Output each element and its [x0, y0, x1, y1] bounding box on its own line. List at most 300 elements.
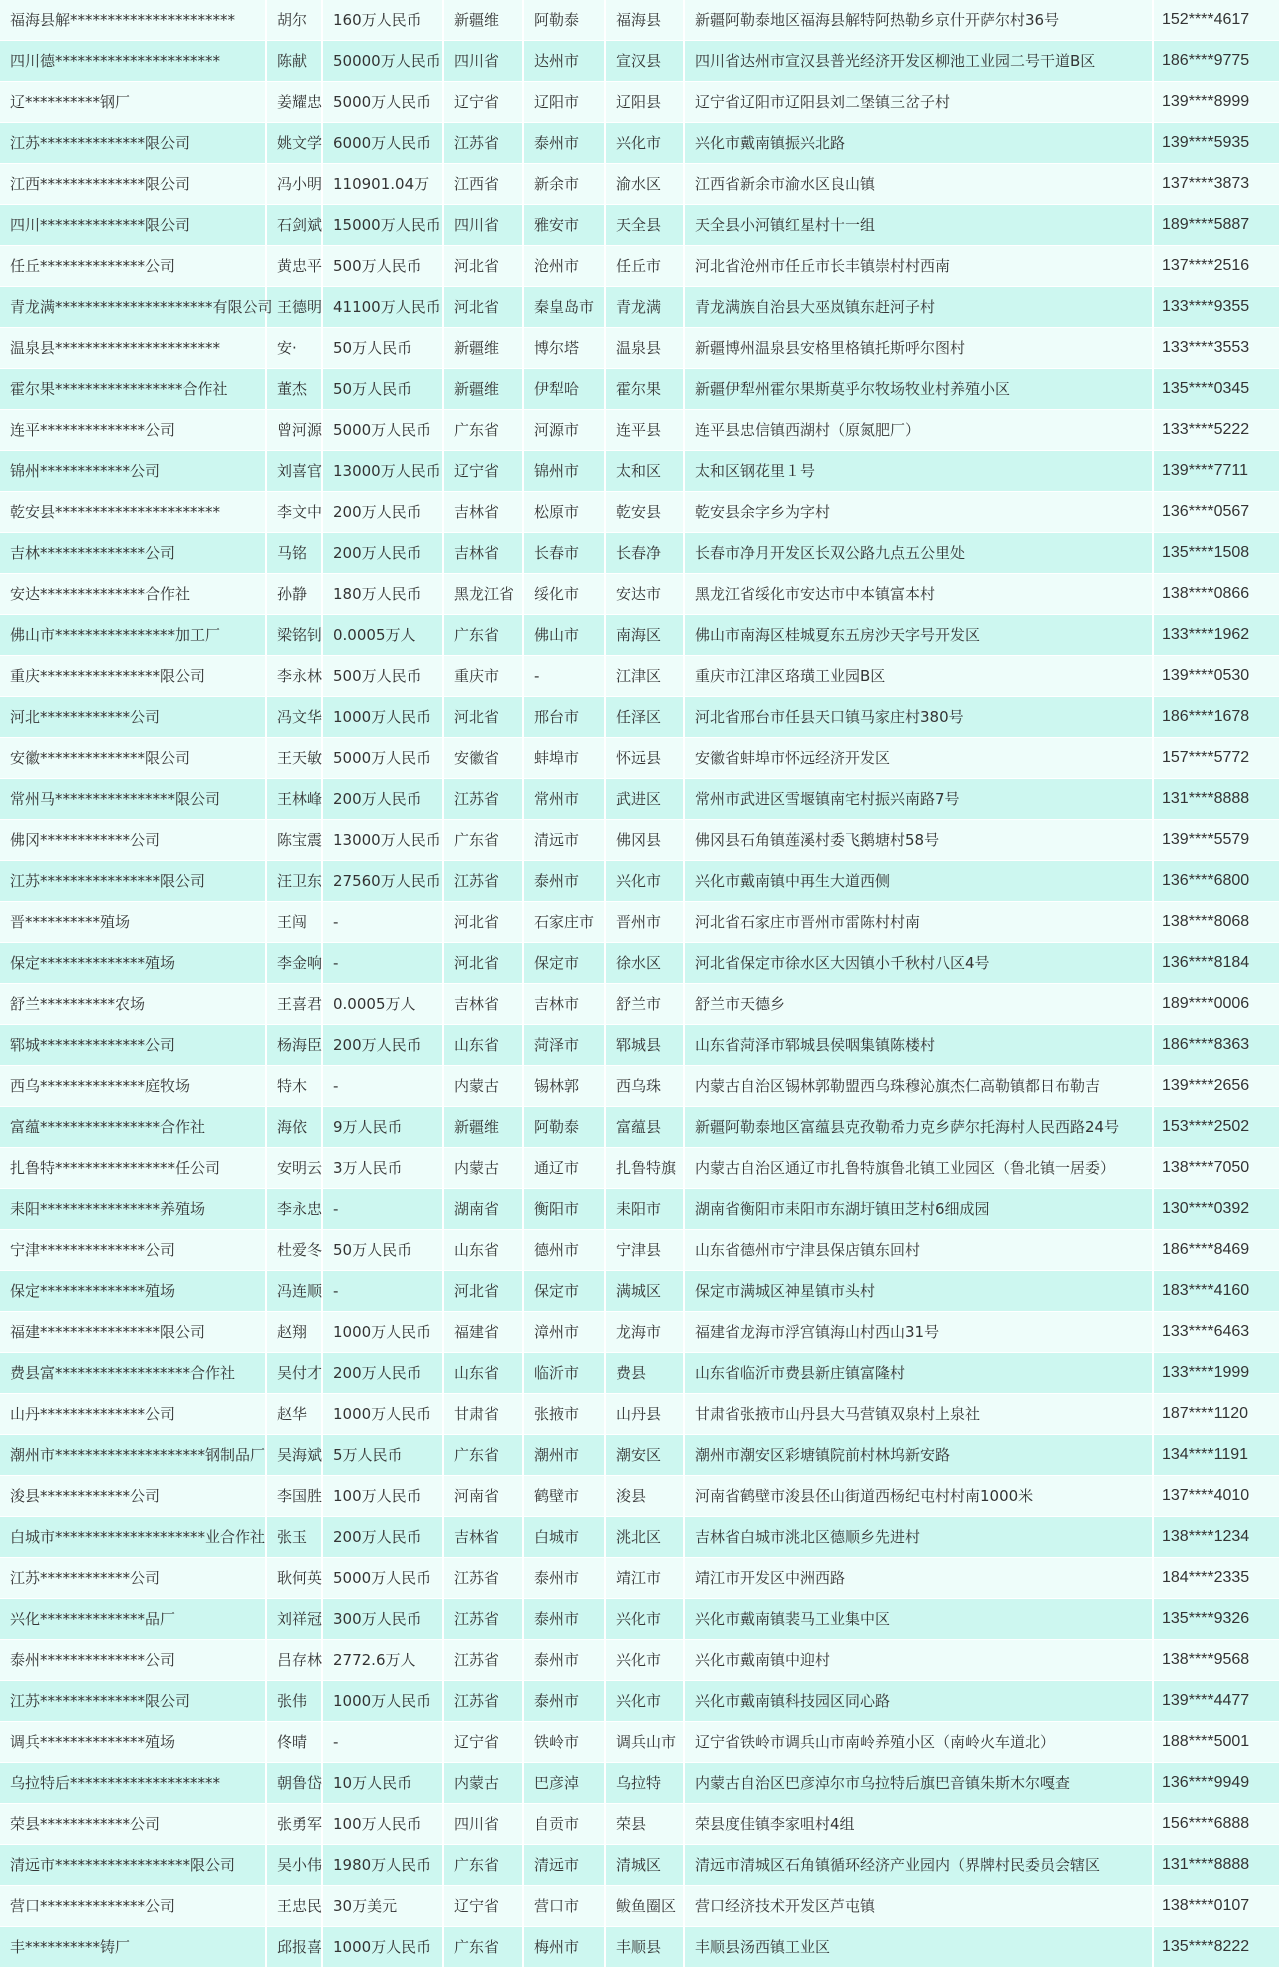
table-row — [0, 1189, 1280, 1230]
legal-person-cell: 胡尔 — [266, 0, 322, 41]
address-cell: 河北省石家庄市晋州市雷陈村村南 — [684, 902, 1153, 943]
province-cell: 河北省 — [443, 902, 523, 943]
registered-capital-cell: 6000万人民币 — [322, 123, 443, 164]
address-cell: 佛冈县石角镇莲溪村委飞鹅塘村58号 — [684, 820, 1153, 861]
company-name-cell: 江苏**************限公司 — [0, 123, 266, 164]
address-cell: 新疆博州温泉县安格里格镇托斯呼尔图村 — [684, 328, 1153, 369]
phone-cell: 188****5001 — [1153, 1722, 1280, 1763]
phone-cell: 187****1120 — [1153, 1394, 1280, 1435]
address-cell: 兴化市戴南镇科技园区同心路 — [684, 1681, 1153, 1722]
table-row — [0, 205, 1280, 246]
province-cell: 广东省 — [443, 1927, 523, 1968]
company-name-cell: 乾安县********************** — [0, 492, 266, 533]
address-cell: 辽宁省铁岭市调兵山市南岭养殖小区（南岭火车道北） — [684, 1722, 1153, 1763]
address-cell: 潮州市潮安区彩塘镇院前村林坞新安路 — [684, 1435, 1153, 1476]
county-cell: 任泽区 — [605, 697, 684, 738]
company-name-cell: 调兵**************殖场 — [0, 1722, 266, 1763]
company-name-cell: 江苏**************限公司 — [0, 1681, 266, 1722]
phone-cell: 186****8469 — [1153, 1230, 1280, 1271]
registered-capital-cell: - — [322, 1722, 443, 1763]
legal-person-cell: 吴海斌 — [266, 1435, 322, 1476]
address-cell: 兴化市戴南镇中迎村 — [684, 1640, 1153, 1681]
registered-capital-cell: 200万人民币 — [322, 1025, 443, 1066]
company-name-cell: 温泉县********************** — [0, 328, 266, 369]
city-cell: 河源市 — [523, 410, 605, 451]
phone-cell: 133****1962 — [1153, 615, 1280, 656]
registered-capital-cell: 13000万人民币 — [322, 820, 443, 861]
legal-person-cell: 赵华 — [266, 1394, 322, 1435]
registered-capital-cell: 1000万人民币 — [322, 1312, 443, 1353]
address-cell: 湖南省衡阳市耒阳市东湖圩镇田芝村6细成园 — [684, 1189, 1153, 1230]
phone-cell: 137****3873 — [1153, 164, 1280, 205]
county-cell: 兴化市 — [605, 123, 684, 164]
address-cell: 兴化市戴南镇裴马工业集中区 — [684, 1599, 1153, 1640]
phone-cell: 186****8363 — [1153, 1025, 1280, 1066]
county-cell: 舒兰市 — [605, 984, 684, 1025]
registered-capital-cell: 180万人民币 — [322, 574, 443, 615]
company-name-cell: 吉林**************公司 — [0, 533, 266, 574]
province-cell: 河南省 — [443, 1476, 523, 1517]
phone-cell: 134****1191 — [1153, 1435, 1280, 1476]
province-cell: 广东省 — [443, 820, 523, 861]
county-cell: 鲅鱼圈区 — [605, 1886, 684, 1927]
address-cell: 荣县度佳镇李家咀村4组 — [684, 1804, 1153, 1845]
company-name-cell: 白城市********************业合作社 — [0, 1517, 266, 1558]
phone-cell: 157****5772 — [1153, 738, 1280, 779]
legal-person-cell: 姜耀忠 — [266, 82, 322, 123]
address-cell: 内蒙古自治区锡林郭勒盟西乌珠穆沁旗杰仁高勒镇都日布勒吉 — [684, 1066, 1153, 1107]
address-cell: 江西省新余市渝水区良山镇 — [684, 164, 1153, 205]
city-cell: 清远市 — [523, 820, 605, 861]
legal-person-cell: 佟晴 — [266, 1722, 322, 1763]
city-cell: 白城市 — [523, 1517, 605, 1558]
table-row — [0, 656, 1280, 697]
legal-person-cell: 张玉 — [266, 1517, 322, 1558]
phone-cell: 156****6888 — [1153, 1804, 1280, 1845]
city-cell: 自贡市 — [523, 1804, 605, 1845]
county-cell: 渝水区 — [605, 164, 684, 205]
county-cell: 洮北区 — [605, 1517, 684, 1558]
legal-person-cell: 李金响 — [266, 943, 322, 984]
address-cell: 山东省菏泽市郓城县侯咽集镇陈楼村 — [684, 1025, 1153, 1066]
company-name-cell: 霍尔果*****************合作社 — [0, 369, 266, 410]
city-cell: 沧州市 — [523, 246, 605, 287]
county-cell: 靖江市 — [605, 1558, 684, 1599]
province-cell: 新疆维 — [443, 369, 523, 410]
province-cell: 江苏省 — [443, 123, 523, 164]
city-cell: 保定市 — [523, 1271, 605, 1312]
phone-cell: 133****5222 — [1153, 410, 1280, 451]
county-cell: 佛冈县 — [605, 820, 684, 861]
city-cell: 通辽市 — [523, 1148, 605, 1189]
company-name-cell: 安徽**************限公司 — [0, 738, 266, 779]
address-cell: 兴化市戴南镇振兴北路 — [684, 123, 1153, 164]
city-cell: 松原市 — [523, 492, 605, 533]
city-cell: 衡阳市 — [523, 1189, 605, 1230]
city-cell: 新余市 — [523, 164, 605, 205]
table-row — [0, 1558, 1280, 1599]
phone-cell: 133****1999 — [1153, 1353, 1280, 1394]
province-cell: 甘肃省 — [443, 1394, 523, 1435]
phone-cell: 183****4160 — [1153, 1271, 1280, 1312]
company-name-cell: 任丘**************公司 — [0, 246, 266, 287]
province-cell: 黑龙江省 — [443, 574, 523, 615]
province-cell: 湖南省 — [443, 1189, 523, 1230]
address-cell: 河北省沧州市任丘市长丰镇崇村村西南 — [684, 246, 1153, 287]
legal-person-cell: 刘喜官 — [266, 451, 322, 492]
city-cell: 邢台市 — [523, 697, 605, 738]
company-name-cell: 舒兰**********农场 — [0, 984, 266, 1025]
registered-capital-cell: 50万人民币 — [322, 369, 443, 410]
company-name-cell: 江苏************公司 — [0, 1558, 266, 1599]
province-cell: 江苏省 — [443, 1640, 523, 1681]
legal-person-cell: 冯小明 — [266, 164, 322, 205]
address-cell: 新疆阿勒泰地区福海县解特阿热勒乡京什开萨尔村36号 — [684, 0, 1153, 41]
table-row — [0, 1845, 1280, 1886]
registered-capital-cell: 160万人民币 — [322, 0, 443, 41]
county-cell: 乌拉特 — [605, 1763, 684, 1804]
county-cell: 辽阳县 — [605, 82, 684, 123]
phone-cell: 136****6800 — [1153, 861, 1280, 902]
city-cell: 泰州市 — [523, 1640, 605, 1681]
address-cell: 黑龙江省绥化市安达市中本镇富本村 — [684, 574, 1153, 615]
legal-person-cell: 安· — [266, 328, 322, 369]
company-name-cell: 宁津**************公司 — [0, 1230, 266, 1271]
phone-cell: 135****0345 — [1153, 369, 1280, 410]
table-row — [0, 574, 1280, 615]
legal-person-cell: 吴小伟 — [266, 1845, 322, 1886]
legal-person-cell: 陈献 — [266, 41, 322, 82]
legal-person-cell: 王林峰 — [266, 779, 322, 820]
table-row — [0, 820, 1280, 861]
city-cell: 雅安市 — [523, 205, 605, 246]
table-row — [0, 246, 1280, 287]
province-cell: 山东省 — [443, 1230, 523, 1271]
address-cell: 河南省鹤壁市浚县伾山街道西杨纪屯村村南1000米 — [684, 1476, 1153, 1517]
registered-capital-cell: 0.0005万人 — [322, 984, 443, 1025]
city-cell: 伊犁哈 — [523, 369, 605, 410]
county-cell: 霍尔果 — [605, 369, 684, 410]
registered-capital-cell: 500万人民币 — [322, 656, 443, 697]
table-row — [0, 287, 1280, 328]
legal-person-cell: 杨海臣 — [266, 1025, 322, 1066]
company-name-cell: 江苏****************限公司 — [0, 861, 266, 902]
registered-capital-cell: 200万人民币 — [322, 1353, 443, 1394]
table-row — [0, 1353, 1280, 1394]
address-cell: 兴化市戴南镇中再生大道西侧 — [684, 861, 1153, 902]
province-cell: 重庆市 — [443, 656, 523, 697]
province-cell: 广东省 — [443, 1845, 523, 1886]
table-row — [0, 1640, 1280, 1681]
registered-capital-cell: 1000万人民币 — [322, 697, 443, 738]
table-row — [0, 1886, 1280, 1927]
city-cell: 达州市 — [523, 41, 605, 82]
legal-person-cell: 梁铭钊 — [266, 615, 322, 656]
phone-cell: 186****1678 — [1153, 697, 1280, 738]
company-name-cell: 富蕴****************合作社 — [0, 1107, 266, 1148]
phone-cell: 133****9355 — [1153, 287, 1280, 328]
city-cell: 临沂市 — [523, 1353, 605, 1394]
table-row — [0, 902, 1280, 943]
phone-cell: 189****0006 — [1153, 984, 1280, 1025]
legal-person-cell: 王德明 — [266, 287, 322, 328]
registered-capital-cell: 110901.04万 — [322, 164, 443, 205]
county-cell: 山丹县 — [605, 1394, 684, 1435]
address-cell: 营口经济技术开发区芦屯镇 — [684, 1886, 1153, 1927]
table-row — [0, 1927, 1280, 1968]
city-cell: 绥化市 — [523, 574, 605, 615]
registered-capital-cell: 30万美元 — [322, 1886, 443, 1927]
company-name-cell: 山丹**************公司 — [0, 1394, 266, 1435]
county-cell: 乾安县 — [605, 492, 684, 533]
phone-cell: 186****9775 — [1153, 41, 1280, 82]
address-cell: 常州市武进区雪堰镇南宅村振兴南路7号 — [684, 779, 1153, 820]
registered-capital-cell: 1980万人民币 — [322, 1845, 443, 1886]
county-cell: 满城区 — [605, 1271, 684, 1312]
address-cell: 吉林省白城市洮北区德顺乡先进村 — [684, 1517, 1153, 1558]
registered-capital-cell: 50000万人民币 — [322, 41, 443, 82]
address-cell: 内蒙古自治区巴彦淖尔市乌拉特后旗巴音镇朱斯木尔嘎查 — [684, 1763, 1153, 1804]
legal-person-cell: 陈宝震 — [266, 820, 322, 861]
city-cell: 长春市 — [523, 533, 605, 574]
city-cell: - — [523, 656, 605, 697]
company-name-cell: 浚县************公司 — [0, 1476, 266, 1517]
province-cell: 江西省 — [443, 164, 523, 205]
province-cell: 山东省 — [443, 1353, 523, 1394]
address-cell: 太和区钢花里１号 — [684, 451, 1153, 492]
phone-cell: 136****0567 — [1153, 492, 1280, 533]
table-row — [0, 779, 1280, 820]
province-cell: 安徽省 — [443, 738, 523, 779]
company-name-cell: 泰州**************公司 — [0, 1640, 266, 1681]
table-row — [0, 1066, 1280, 1107]
phone-cell: 138****8068 — [1153, 902, 1280, 943]
province-cell: 吉林省 — [443, 492, 523, 533]
address-cell: 清远市清城区石角镇循环经济产业园内（界牌村民委员会辖区 — [684, 1845, 1153, 1886]
legal-person-cell: 特木 — [266, 1066, 322, 1107]
city-cell: 泰州市 — [523, 1599, 605, 1640]
city-cell: 锡林郭 — [523, 1066, 605, 1107]
county-cell: 宁津县 — [605, 1230, 684, 1271]
phone-cell: 136****9949 — [1153, 1763, 1280, 1804]
city-cell: 石家庄市 — [523, 902, 605, 943]
company-name-cell: 乌拉特后******************** — [0, 1763, 266, 1804]
address-cell: 辽宁省辽阳市辽阳县刘二堡镇三岔子村 — [684, 82, 1153, 123]
company-name-cell: 青龙满*********************有限公司 — [0, 287, 266, 328]
phone-cell: 137****4010 — [1153, 1476, 1280, 1517]
address-cell: 天全县小河镇红星村十一组 — [684, 205, 1153, 246]
table-row — [0, 1476, 1280, 1517]
legal-person-cell: 姚文学 — [266, 123, 322, 164]
table-row — [0, 697, 1280, 738]
city-cell: 巴彦淖 — [523, 1763, 605, 1804]
table-row — [0, 738, 1280, 779]
legal-person-cell: 董杰 — [266, 369, 322, 410]
phone-cell: 139****2656 — [1153, 1066, 1280, 1107]
legal-person-cell: 孙静 — [266, 574, 322, 615]
table-row — [0, 410, 1280, 451]
legal-person-cell: 王忠民 — [266, 1886, 322, 1927]
city-cell: 泰州市 — [523, 1558, 605, 1599]
registered-capital-cell: 27560万人民币 — [322, 861, 443, 902]
province-cell: 江苏省 — [443, 861, 523, 902]
legal-person-cell: 朝鲁岱 — [266, 1763, 322, 1804]
city-cell: 保定市 — [523, 943, 605, 984]
county-cell: 徐水区 — [605, 943, 684, 984]
province-cell: 河北省 — [443, 246, 523, 287]
registered-capital-cell: 0.0005万人 — [322, 615, 443, 656]
county-cell: 丰顺县 — [605, 1927, 684, 1968]
county-cell: 浚县 — [605, 1476, 684, 1517]
legal-person-cell: 冯连顺 — [266, 1271, 322, 1312]
address-cell: 青龙满族自治县大巫岚镇东赶河子村 — [684, 287, 1153, 328]
city-cell: 博尔塔 — [523, 328, 605, 369]
phone-cell: 130****0392 — [1153, 1189, 1280, 1230]
registered-capital-cell: 200万人民币 — [322, 779, 443, 820]
phone-cell: 139****5579 — [1153, 820, 1280, 861]
table-row — [0, 82, 1280, 123]
city-cell: 吉林市 — [523, 984, 605, 1025]
county-cell: 潮安区 — [605, 1435, 684, 1476]
registered-capital-cell: - — [322, 943, 443, 984]
registered-capital-cell: 200万人民币 — [322, 1517, 443, 1558]
company-name-cell: 耒阳****************养殖场 — [0, 1189, 266, 1230]
county-cell: 天全县 — [605, 205, 684, 246]
address-cell: 乾安县余字乡为字村 — [684, 492, 1153, 533]
county-cell: 兴化市 — [605, 1681, 684, 1722]
address-cell: 舒兰市天德乡 — [684, 984, 1153, 1025]
province-cell: 吉林省 — [443, 984, 523, 1025]
province-cell: 吉林省 — [443, 533, 523, 574]
address-cell: 保定市满城区神星镇市头村 — [684, 1271, 1153, 1312]
phone-cell: 138****0107 — [1153, 1886, 1280, 1927]
province-cell: 四川省 — [443, 41, 523, 82]
city-cell: 梅州市 — [523, 1927, 605, 1968]
city-cell: 德州市 — [523, 1230, 605, 1271]
table-row — [0, 1025, 1280, 1066]
address-cell: 长春市净月开发区长双公路九点五公里处 — [684, 533, 1153, 574]
phone-cell: 153****2502 — [1153, 1107, 1280, 1148]
company-name-cell: 佛山市****************加工厂 — [0, 615, 266, 656]
legal-person-cell: 王喜君 — [266, 984, 322, 1025]
province-cell: 内蒙古 — [443, 1066, 523, 1107]
company-name-cell: 四川**************限公司 — [0, 205, 266, 246]
legal-person-cell: 石剑斌 — [266, 205, 322, 246]
company-name-cell: 锦州************公司 — [0, 451, 266, 492]
registered-capital-cell: 200万人民币 — [322, 492, 443, 533]
address-cell: 河北省邢台市任县天口镇马家庄村380号 — [684, 697, 1153, 738]
city-cell: 菏泽市 — [523, 1025, 605, 1066]
county-cell: 郓城县 — [605, 1025, 684, 1066]
province-cell: 山东省 — [443, 1025, 523, 1066]
table-row — [0, 861, 1280, 902]
table-row — [0, 0, 1280, 41]
county-cell: 任丘市 — [605, 246, 684, 287]
county-cell: 费县 — [605, 1353, 684, 1394]
company-name-cell: 江西**************限公司 — [0, 164, 266, 205]
company-name-cell: 重庆****************限公司 — [0, 656, 266, 697]
province-cell: 河北省 — [443, 697, 523, 738]
phone-cell: 131****8888 — [1153, 1845, 1280, 1886]
phone-cell: 138****7050 — [1153, 1148, 1280, 1189]
address-cell: 重庆市江津区珞璜工业园B区 — [684, 656, 1153, 697]
county-cell: 宣汉县 — [605, 41, 684, 82]
registered-capital-cell: 13000万人民币 — [322, 451, 443, 492]
legal-person-cell: 李永忠 — [266, 1189, 322, 1230]
legal-person-cell: 李文中 — [266, 492, 322, 533]
table-row — [0, 1230, 1280, 1271]
city-cell: 泰州市 — [523, 123, 605, 164]
province-cell: 辽宁省 — [443, 1886, 523, 1927]
province-cell: 江苏省 — [443, 1681, 523, 1722]
province-cell: 广东省 — [443, 1435, 523, 1476]
city-cell: 漳州市 — [523, 1312, 605, 1353]
table-row — [0, 533, 1280, 574]
table-row — [0, 1517, 1280, 1558]
county-cell: 西乌珠 — [605, 1066, 684, 1107]
county-cell: 怀远县 — [605, 738, 684, 779]
table-row — [0, 1435, 1280, 1476]
address-cell: 连平县忠信镇西湖村（原氮肥厂） — [684, 410, 1153, 451]
table-row — [0, 164, 1280, 205]
county-cell: 兴化市 — [605, 861, 684, 902]
phone-cell: 184****2335 — [1153, 1558, 1280, 1599]
province-cell: 江苏省 — [443, 1558, 523, 1599]
table-row — [0, 1681, 1280, 1722]
company-name-cell: 晋**********殖场 — [0, 902, 266, 943]
address-cell: 新疆阿勒泰地区富蕴县克孜勒希力克乡萨尔托海村人民西路24号 — [684, 1107, 1153, 1148]
address-cell: 山东省临沂市费县新庄镇富隆村 — [684, 1353, 1153, 1394]
phone-cell: 133****3553 — [1153, 328, 1280, 369]
phone-cell: 139****0530 — [1153, 656, 1280, 697]
county-cell: 富蕴县 — [605, 1107, 684, 1148]
company-name-cell: 福建****************限公司 — [0, 1312, 266, 1353]
phone-cell: 139****7711 — [1153, 451, 1280, 492]
table-row — [0, 1763, 1280, 1804]
registered-capital-cell: - — [322, 902, 443, 943]
province-cell: 福建省 — [443, 1312, 523, 1353]
registered-capital-cell: 200万人民币 — [322, 533, 443, 574]
city-cell: 蚌埠市 — [523, 738, 605, 779]
city-cell: 铁岭市 — [523, 1722, 605, 1763]
province-cell: 内蒙古 — [443, 1148, 523, 1189]
province-cell: 内蒙古 — [443, 1763, 523, 1804]
address-cell: 内蒙古自治区通辽市扎鲁特旗鲁北镇工业园区（鲁北镇一居委） — [684, 1148, 1153, 1189]
company-name-cell: 辽**********钢厂 — [0, 82, 266, 123]
registered-capital-cell: 100万人民币 — [322, 1804, 443, 1845]
city-cell: 潮州市 — [523, 1435, 605, 1476]
phone-cell: 135****8222 — [1153, 1927, 1280, 1968]
registered-capital-cell: 5000万人民币 — [322, 410, 443, 451]
province-cell: 广东省 — [443, 410, 523, 451]
registered-capital-cell: 300万人民币 — [322, 1599, 443, 1640]
phone-cell: 189****5887 — [1153, 205, 1280, 246]
company-name-cell: 河北************公司 — [0, 697, 266, 738]
registered-capital-cell: 2772.6万人 — [322, 1640, 443, 1681]
city-cell: 佛山市 — [523, 615, 605, 656]
table-row — [0, 1148, 1280, 1189]
legal-person-cell: 王闯 — [266, 902, 322, 943]
table-row — [0, 1804, 1280, 1845]
county-cell: 福海县 — [605, 0, 684, 41]
phone-cell: 139****8999 — [1153, 82, 1280, 123]
company-name-cell: 郓城**************公司 — [0, 1025, 266, 1066]
address-cell: 福建省龙海市浮宫镇海山村西山31号 — [684, 1312, 1153, 1353]
province-cell: 河北省 — [443, 1271, 523, 1312]
city-cell: 锦州市 — [523, 451, 605, 492]
company-name-cell: 连平**************公司 — [0, 410, 266, 451]
phone-cell: 131****8888 — [1153, 779, 1280, 820]
